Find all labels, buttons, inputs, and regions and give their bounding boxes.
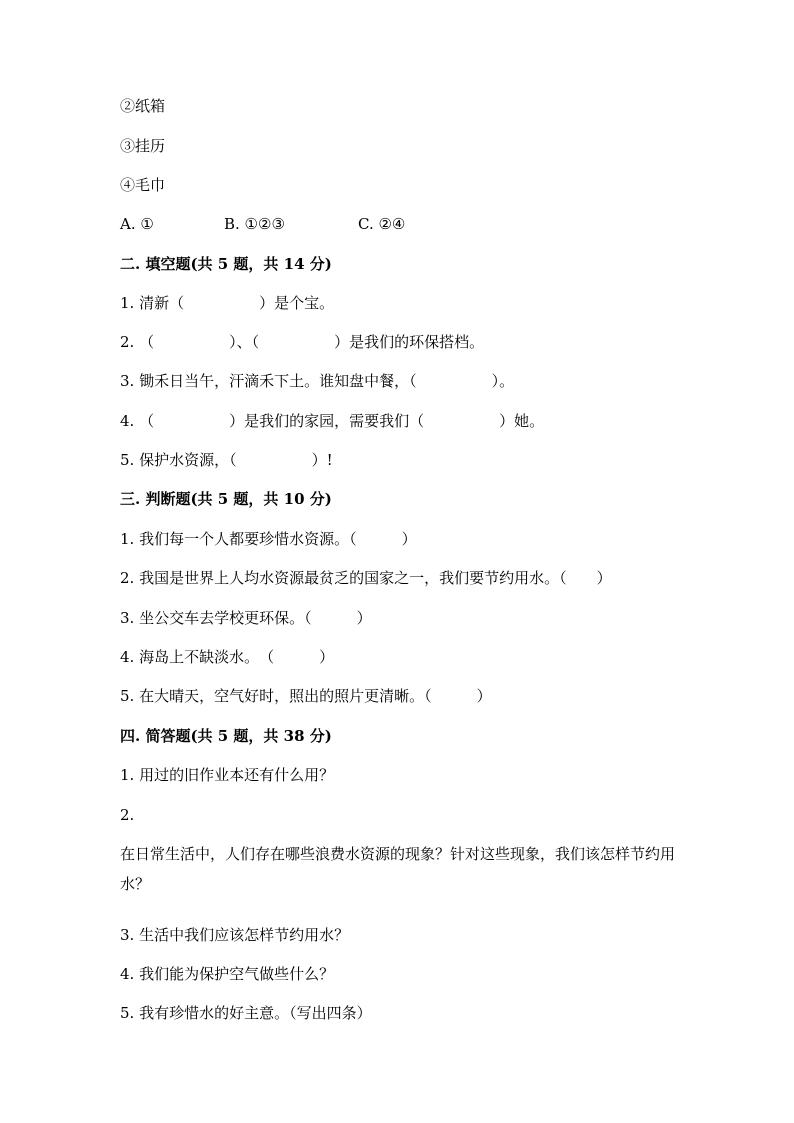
short-question-5: 5. 我有珍惜水的好主意。（写出四条） [120, 1004, 372, 1022]
tf-question-5: 5. 在大晴天，空气好时，照出的照片更清晰。（ ） [120, 687, 492, 705]
short-question-2-number: 2. [120, 806, 135, 824]
section-heading-true-false: 三. 判断题(共 5 题，共 10 分) [120, 490, 332, 508]
fill-question-5: 5. 保护水资源，（ ）! [120, 451, 333, 469]
tf-question-4: 4. 海岛上不缺淡水。 （ ） [120, 648, 335, 666]
option-item-2: ②纸箱 [120, 97, 166, 115]
short-question-3: 3. 生活中我们应该怎样节约用水？ [120, 926, 350, 944]
tf-question-2: 2. 我国是世界上人均水资源最贫乏的国家之一，我们要节约用水。（ ） [120, 569, 612, 587]
fill-question-3: 3. 锄禾日当午，汗滴禾下土。谁知盘中餐，（ ）。 [120, 372, 515, 390]
tf-question-3: 3. 坐公交车去学校更环保。（ ） [120, 609, 372, 627]
tf-question-1: 1. 我们每一个人都要珍惜水资源。（ ） [120, 530, 417, 548]
fill-question-1: 1. 清新（ ）是个宝。 [120, 294, 335, 312]
option-item-4: ④毛巾 [120, 176, 166, 194]
short-question-1: 1. 用过的旧作业本还有什么用？ [120, 766, 335, 784]
fill-question-4: 4. （ ）是我们的家园，需要我们（ ）她。 [120, 412, 545, 430]
section-heading-short-answer: 四. 简答题(共 5 题，共 38 分) [120, 727, 332, 745]
choice-c: C. ②④ [358, 215, 406, 233]
choice-a: A. ① [120, 215, 154, 233]
option-item-3: ③挂历 [120, 137, 166, 155]
short-question-2-text: 在日常生活中，人们存在哪些浪费水资源的现象？针对这些现象，我们该怎样节约用水？ [120, 845, 676, 893]
fill-question-2: 2. （ ）、（ ）是我们的环保搭档。 [120, 333, 485, 351]
short-question-4: 4. 我们能为保护空气做些什么？ [120, 965, 335, 983]
choice-b: B. ①②③ [224, 215, 285, 233]
section-heading-fill-in: 二. 填空题(共 5 题，共 14 分) [120, 255, 332, 273]
